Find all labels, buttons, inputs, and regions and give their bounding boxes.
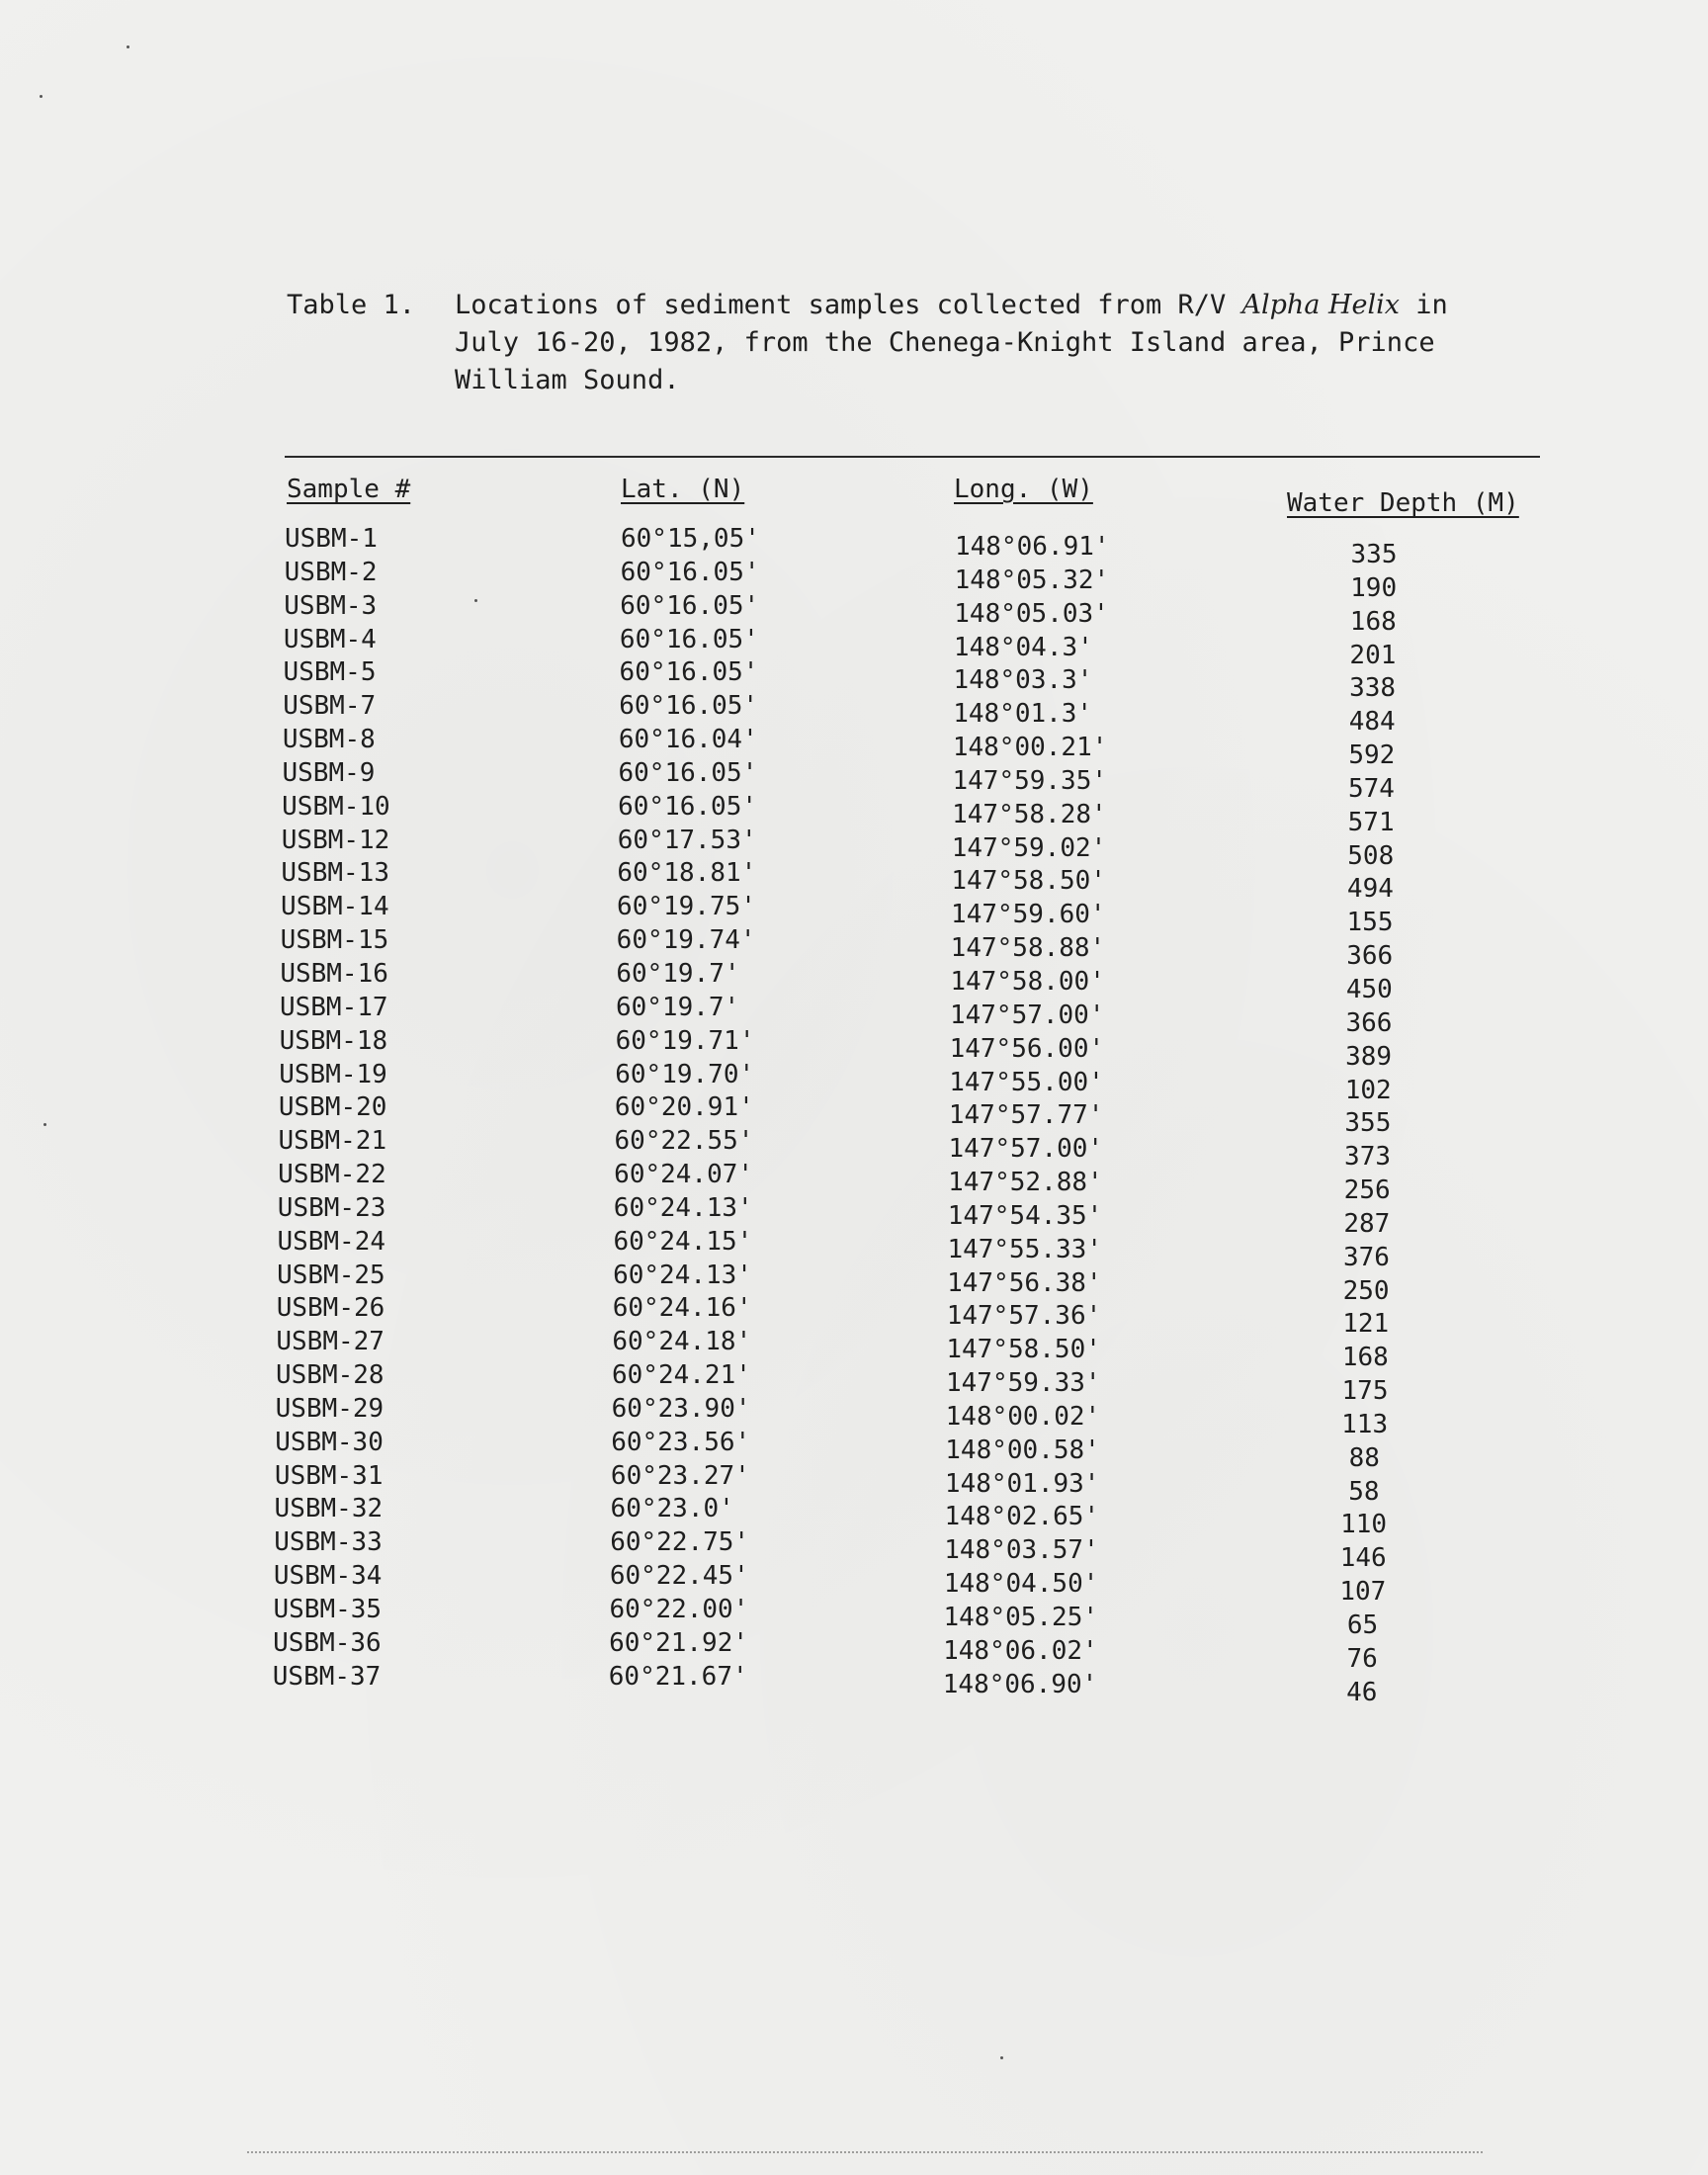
longitude-cell: 147°58.50' [946,1335,1101,1365]
table-row [0,1158,1701,1206]
longitude-cell: 148°05.32' [954,565,1110,595]
table-row [0,1259,1700,1306]
sample-cell: USBM-16 [280,958,388,989]
sample-cell: USBM-17 [279,992,388,1022]
table-row [0,1124,1702,1173]
longitude-cell: 147°58.50' [951,866,1106,897]
latitude-cell: 60°24.13' [613,1260,752,1290]
longitude-cell: 147°59.60' [951,900,1106,930]
latitude-cell: 60°24.16' [612,1293,752,1324]
longitude-cell: 147°57.00' [949,1000,1105,1030]
longitude-cell: 148°02.65' [944,1502,1100,1532]
latitude-cell: 60°24.07' [614,1160,754,1190]
table-row [0,1090,1702,1139]
sample-cell: USBM-33 [274,1527,383,1558]
table-row [0,991,1703,1038]
sample-cell: USBM-13 [281,858,389,889]
longitude-cell: 147°58.88' [950,933,1106,964]
table-row [0,1325,1699,1373]
table-row [0,1392,1699,1439]
table-row [0,689,1706,738]
table-row [0,1459,1698,1507]
latitude-cell: 60°24.13' [613,1192,753,1223]
longitude-cell: 147°59.35' [952,765,1108,796]
longitude-cell: 147°59.02' [951,832,1107,863]
longitude-cell: 148°00.58' [945,1435,1100,1465]
table-row [0,890,1704,938]
water-depth-cell: 376 [1342,1242,1390,1272]
latitude-cell: 60°21.67' [608,1661,748,1692]
table-row [0,1058,1702,1105]
water-depth-cell: 366 [1346,941,1394,972]
sample-cell: USBM-37 [272,1661,382,1692]
longitude-cell: 147°57.36' [946,1301,1102,1332]
table-row [0,756,1705,804]
latitude-cell: 60°24.15' [613,1226,753,1257]
sample-cell: USBM-7 [283,691,377,722]
sample-cell: USBM-29 [275,1393,384,1424]
latitude-cell: 60°17.53' [617,825,757,855]
water-depth-cell: 76 [1346,1643,1378,1674]
sample-cell: USBM-24 [277,1226,386,1257]
caption-text [455,287,1522,399]
table-row [0,856,1704,905]
sample-cell: USBM-19 [279,1059,387,1089]
table-row [0,655,1707,704]
longitude-cell: 147°56.38' [947,1267,1102,1298]
latitude-cell: 60°16.05' [619,624,759,654]
sample-cell: USBM-18 [279,1025,388,1056]
caption-text-before: Locations of sediment samples collected from R/V [455,290,1242,320]
sample-cell: USBM-22 [278,1160,386,1190]
table-row [0,957,1703,1004]
water-depth-cell: 175 [1341,1376,1389,1407]
latitude-cell: 60°20.91' [614,1092,754,1123]
water-depth-cell: 113 [1341,1409,1389,1439]
latitude-cell: 60°22.45' [609,1561,749,1592]
longitude-cell: 148°06.02' [943,1635,1098,1666]
water-depth-cell: 110 [1340,1510,1388,1540]
sample-cell: USBM-3 [284,590,378,621]
latitude-cell: 60°19.74' [616,925,756,956]
table-row [0,1626,1696,1674]
scan-edge-marks [247,2151,1483,2161]
latitude-cell: 60°16.05' [620,590,760,621]
latitude-cell: 60°16.05' [620,557,760,587]
water-depth-cell: 355 [1344,1108,1392,1139]
latitude-cell: 60°22.75' [610,1527,750,1558]
latitude-cell: 60°19.7' [616,958,740,989]
water-depth-cell: 58 [1348,1476,1380,1507]
water-depth-cell: 287 [1343,1208,1391,1239]
water-depth-cell: 107 [1339,1577,1387,1608]
longitude-cell: 147°59.33' [946,1368,1101,1399]
latitude-cell: 60°23.90' [611,1393,751,1424]
sample-cell: USBM-9 [282,757,376,788]
longitude-cell: 147°54.35' [947,1200,1103,1231]
water-depth-cell: 335 [1350,540,1398,569]
water-depth-cell: 168 [1349,606,1397,637]
latitude-cell: 60°22.55' [614,1126,754,1157]
table-row [0,1358,1699,1407]
table-row [0,1225,1700,1272]
latitude-cell: 60°16.05' [618,791,758,822]
water-depth-cell: 571 [1347,807,1395,837]
water-depth-cell: 146 [1339,1543,1387,1574]
sample-cell: USBM-36 [273,1627,382,1658]
header-water-depth: Water Depth (M) [1287,488,1519,518]
table-top-rule [285,456,1540,458]
water-depth-cell: 508 [1347,840,1395,871]
sample-cell: USBM-14 [281,892,389,922]
latitude-cell: 60°19.71' [615,1025,755,1056]
table-row [0,1426,1698,1473]
scan-speck [1000,2056,1003,2059]
table-row [0,790,1705,837]
header-latitude: Lat. (N) [621,475,745,504]
latitude-cell: 60°23.56' [611,1427,751,1457]
table-row [0,824,1705,871]
table-row [0,1291,1700,1340]
longitude-cell: 148°04.50' [943,1569,1099,1600]
water-depth-cell: 592 [1348,740,1396,771]
latitude-cell: 60°22.00' [609,1595,749,1624]
longitude-cell: 147°57.00' [948,1134,1104,1165]
water-depth-cell: 494 [1346,874,1394,905]
sample-cell: USBM-8 [282,725,376,755]
longitude-cell: 147°58.28' [952,799,1107,829]
longitude-cell: 148°04.3' [953,632,1093,662]
longitude-cell: 148°03.57' [944,1535,1099,1566]
water-depth-cell: 338 [1349,673,1397,704]
latitude-cell: 60°23.0' [610,1494,734,1524]
sample-cell: USBM-34 [273,1561,383,1592]
latitude-cell: 60°21.92' [609,1627,749,1658]
longitude-cell: 147°57.77' [948,1100,1104,1131]
sample-cell: USBM-12 [281,825,390,855]
table-number: Table 1. [287,290,416,320]
longitude-cell: 147°56.00' [949,1033,1105,1064]
latitude-cell: 60°16.04' [618,725,758,755]
vessel-name: Alpha Helix [1241,290,1401,320]
water-depth-cell: 484 [1348,707,1396,738]
table-row [0,589,1707,637]
water-depth-cell: 168 [1341,1343,1389,1373]
table-row [0,923,1704,972]
sample-cell: USBM-23 [277,1192,386,1223]
table-row [0,623,1707,670]
sample-cell: USBM-28 [276,1360,384,1391]
table-row [0,522,1708,569]
latitude-cell: 60°19.75' [617,892,756,922]
table-row [0,723,1706,771]
water-depth-cell: 574 [1347,773,1395,804]
water-depth-cell: 389 [1345,1041,1393,1072]
table-body [0,522,1708,1707]
water-depth-cell: 88 [1348,1442,1380,1473]
sample-cell: USBM-20 [278,1092,387,1123]
sample-cell: USBM-10 [282,791,390,822]
water-depth-cell: 65 [1346,1610,1379,1640]
latitude-cell: 60°19.7' [615,992,740,1022]
header-longitude: Long. (W) [954,475,1093,504]
sample-cell: USBM-1 [285,524,378,554]
sample-cell: USBM-26 [276,1293,385,1324]
water-depth-cell: 201 [1349,640,1397,670]
table-row [0,1525,1697,1574]
table-row [0,1492,1698,1540]
table-row [0,1024,1703,1072]
latitude-cell: 60°18.81' [617,858,757,889]
longitude-cell: 148°03.3' [953,665,1093,696]
table-row [0,1660,1696,1707]
water-depth-cell: 366 [1345,1007,1393,1038]
table-row [0,1593,1696,1640]
water-depth-cell: 102 [1344,1075,1392,1105]
longitude-cell: 147°52.88' [948,1168,1103,1198]
water-depth-cell: 450 [1345,974,1393,1004]
sample-cell: USBM-31 [274,1460,384,1491]
longitude-cell: 148°00.02' [945,1401,1101,1432]
table-row [0,1559,1697,1608]
sample-cell: USBM-30 [275,1427,384,1457]
latitude-cell: 60°16.05' [618,757,758,788]
longitude-cell: 148°06.90' [942,1669,1098,1699]
scan-speck [40,95,43,98]
longitude-cell: 147°55.00' [949,1067,1104,1097]
longitude-cell: 148°01.93' [944,1468,1100,1499]
scan-speck [43,1123,46,1126]
longitude-cell: 148°06.91' [955,532,1110,562]
water-depth-cell: 121 [1342,1309,1390,1340]
longitude-cell: 147°55.33' [947,1234,1102,1264]
sample-cell: USBM-35 [273,1595,383,1624]
water-depth-cell: 155 [1346,908,1394,938]
sample-cell: USBM-15 [280,925,389,956]
water-depth-cell: 250 [1342,1275,1390,1306]
sample-cell: USBM-25 [277,1260,385,1290]
sample-cell: USBM-27 [276,1327,384,1357]
water-depth-cell: 256 [1343,1175,1391,1206]
latitude-cell: 60°24.18' [612,1327,752,1357]
latitude-cell: 60°19.70' [615,1059,755,1089]
longitude-cell: 148°01.3' [953,699,1093,730]
longitude-cell: 148°00.21' [952,733,1108,763]
longitude-cell: 148°05.03' [954,598,1109,629]
latitude-cell: 60°23.27' [610,1460,750,1491]
longitude-cell: 147°58.00' [950,966,1105,997]
scan-speck [127,45,129,48]
sample-cell: USBM-4 [283,624,377,654]
sample-cell: USBM-2 [284,557,378,587]
caption-text-after: in July 16-20, 1982, from the Chenega-Knight Island area, Prince William Sound. [455,290,1448,395]
water-depth-cell: 190 [1350,572,1398,603]
header-sample: Sample # [287,475,411,504]
sample-cell: USBM-5 [283,657,377,688]
latitude-cell: 60°16.05' [619,657,759,688]
longitude-cell: 148°05.25' [943,1603,1099,1632]
water-depth-cell: 46 [1346,1677,1378,1707]
table-row [0,556,1708,603]
sample-cell: USBM-21 [278,1126,387,1157]
latitude-cell: 60°24.21' [612,1360,751,1391]
water-depth-cell: 373 [1344,1142,1392,1173]
latitude-cell: 60°15,05' [621,524,760,554]
table-row [0,1191,1701,1239]
sample-cell: USBM-32 [274,1494,384,1524]
scan-speck [474,599,477,602]
latitude-cell: 60°16.05' [619,691,759,722]
